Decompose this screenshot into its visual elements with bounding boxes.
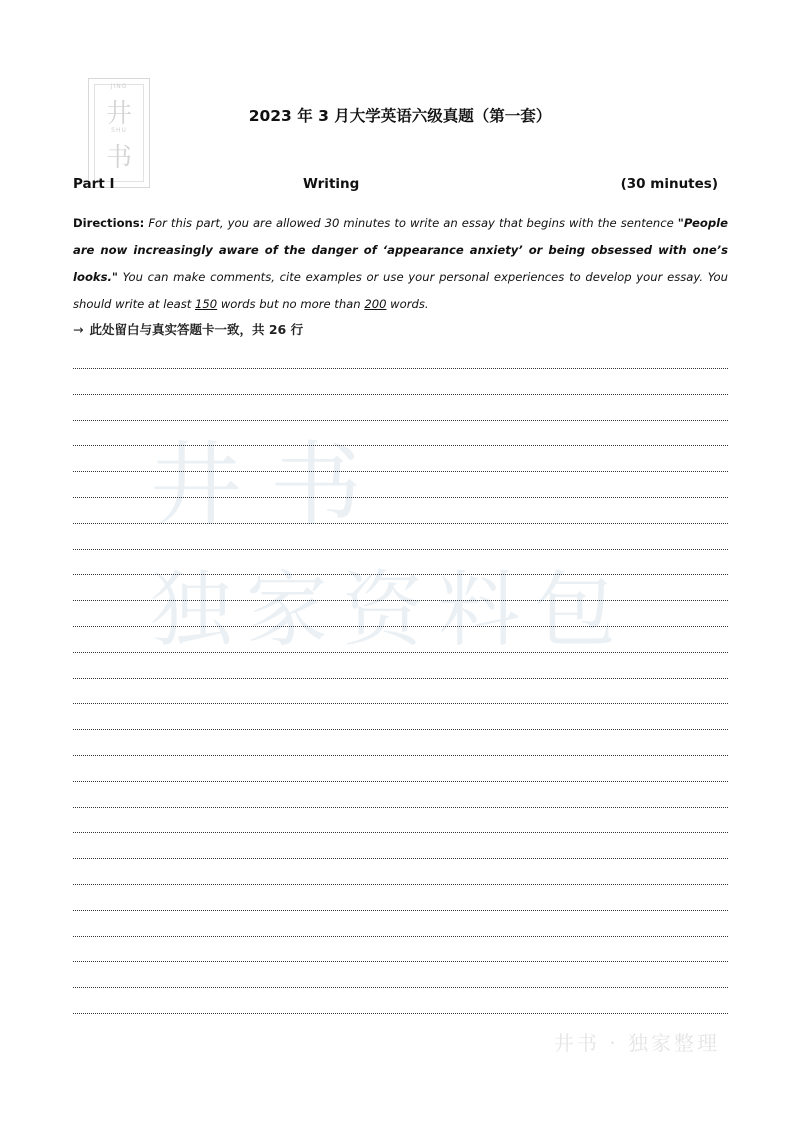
answer-line [73,910,728,911]
answer-line [73,574,728,575]
answer-sheet-note-text: 此处留白与真实答题卡一致，共 26 行 [89,322,304,337]
seal-small-text-top: JING [110,83,128,90]
answer-line [73,445,728,446]
time-limit: (30 minutes) [620,176,718,192]
answer-line [73,626,728,627]
answer-line [73,729,728,730]
page-title: 2023 年 3 月大学英语六级真题（第一套） [248,107,552,125]
answer-line [73,703,728,704]
answer-line [73,600,728,601]
answer-line [73,987,728,988]
directions-text-3: words but no more than [217,297,365,311]
answer-line [73,755,728,756]
part-label: Part I [73,176,115,192]
answer-line [73,420,728,421]
seal-char-bottom: 书 [105,143,132,173]
answer-line [73,936,728,937]
answer-line [73,678,728,679]
seal-char-top: 井 [105,99,132,129]
answer-line [73,858,728,859]
answer-line [73,368,728,369]
part-header [73,176,728,196]
jingshu-seal-logo [88,78,150,188]
answer-line [73,394,728,395]
min-word-count: 150 [195,297,218,311]
answer-line [73,1013,728,1014]
answer-line [73,961,728,962]
directions-lead: Directions: [73,216,145,230]
max-word-count: 200 [364,297,387,311]
answer-line [73,523,728,524]
answer-line [73,497,728,498]
section-name: Writing [303,176,360,192]
answer-line [73,884,728,885]
answer-line [73,781,728,782]
answer-sheet-note [73,320,303,338]
essay-prompt-quote: "People are now increasingly aware of the danger of ‘appearance anxiety’ or being obsessed with one’s looks." [73,216,728,284]
directions-text-2: You can make comments, cite examples or use your personal experiences to develop your essay. You should write at least [73,270,728,311]
answer-line [73,652,728,653]
watermark-footer: 井书 · 独家整理 [553,1031,720,1055]
answer-line [73,832,728,833]
directions-text-4: words. [386,297,429,311]
answer-line [73,549,728,550]
directions-paragraph [73,210,728,318]
seal-small-text-bottom: SHU [111,127,127,134]
answer-line [73,807,728,808]
arrow-right-icon: → [73,322,84,337]
watermark-tagline: 独家资料包 [150,563,631,658]
watermark-brand: 井书 [150,432,391,539]
directions-text-1: For this part, you are allowed 30 minutes to write an essay that begins with the sentence [144,216,678,230]
answer-line [73,471,728,472]
